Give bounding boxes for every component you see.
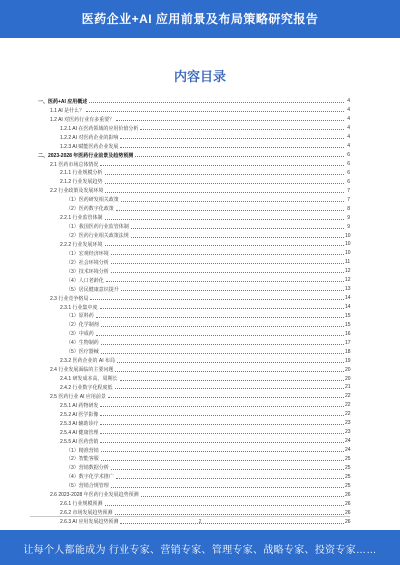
- page-number: 2: [198, 519, 202, 525]
- toc-entry[interactable]: [30, 276, 350, 285]
- toc-entry-label: 2.5.4 AI 健康管理: [60, 429, 99, 436]
- toc-entry[interactable]: [30, 437, 350, 446]
- toc-entry[interactable]: [30, 410, 350, 419]
- toc-entry-page: 25: [345, 455, 351, 462]
- toc-entry-page: 22: [345, 393, 351, 400]
- toc-entry-page: 6: [347, 152, 350, 159]
- toc-leader-dots: [111, 469, 344, 470]
- toc-entry-page: 9: [347, 223, 350, 230]
- toc-leader-dots: [117, 362, 344, 363]
- toc-entry[interactable]: [30, 124, 350, 133]
- toc-heading: 内容目录: [173, 69, 226, 84]
- toc-entry-label: 2.4 行业发展面临的主要问题: [50, 367, 114, 374]
- toc-entry-page: 11: [345, 259, 351, 266]
- toc-entry[interactable]: [30, 356, 350, 365]
- toc-entry-label: （5）居民健康意识提升: [66, 286, 119, 293]
- toc-entry-page: 9: [347, 214, 350, 221]
- toc-leader-dots: [90, 299, 344, 300]
- toc-entry-label: （3）中成药: [66, 331, 94, 338]
- toc-entry-page: 22: [345, 402, 351, 409]
- toc-entry-label: 1.2.2 AI 对医药企业的影响: [60, 134, 119, 141]
- toc-entry[interactable]: [30, 365, 350, 374]
- toc-entry-label: 2.5 医药行业 AI 应用前景: [50, 393, 106, 400]
- toc-entry-label: 1.2.1 AI 在医药领域的应用价值分析: [60, 125, 139, 132]
- toc-leader-dots: [120, 147, 344, 148]
- toc-entry[interactable]: [30, 320, 350, 329]
- report-title: 医药企业+AI 应用前景及布局策略研究报告: [81, 12, 319, 26]
- toc-entry[interactable]: [30, 115, 350, 124]
- toc-entry[interactable]: [30, 258, 350, 267]
- toc-leader-dots: [115, 371, 344, 372]
- toc-leader-dots: [96, 317, 344, 318]
- toc-leader-dots: [131, 237, 344, 238]
- toc-entry-label: 2.1.2 行业发展趋势: [60, 179, 103, 186]
- toc-entry-page: 14: [345, 304, 351, 311]
- toc-entry-label: 二、2023-2028 年医药行业前景及趋势预测: [38, 152, 134, 159]
- toc-entry-page: 4: [347, 143, 350, 150]
- toc-entry-page: 7: [347, 187, 350, 194]
- toc-entry-label: （5）营销合规管理: [66, 483, 109, 490]
- toc-leader-dots: [106, 281, 344, 282]
- toc-entry-page: 13: [345, 286, 351, 293]
- toc-leader-dots: [96, 335, 344, 336]
- toc-entry[interactable]: [30, 186, 350, 195]
- toc-entry-label: （1）我国医药行业监管体制: [66, 224, 129, 231]
- toc-entry-page: 24: [345, 447, 351, 454]
- toc-entry-label: （4）人口老龄化: [66, 277, 104, 284]
- toc-entry[interactable]: [30, 231, 350, 240]
- toc-leader-dots: [101, 344, 344, 345]
- toc-entry-page: 25: [345, 473, 351, 480]
- toc-leader-dots: [100, 406, 344, 407]
- toc-entry-page: 25: [345, 464, 351, 471]
- toc-entry[interactable]: [30, 499, 350, 508]
- toc-leader-dots: [105, 245, 344, 246]
- toc-entry-label: （1）医药研发相关政策: [66, 197, 119, 204]
- toc-leader-dots: [141, 496, 344, 497]
- toc-leader-dots: [120, 138, 344, 139]
- toc-entry[interactable]: [30, 294, 350, 303]
- toc-entry-label: （2）化学制剂: [66, 322, 99, 329]
- toc-entry[interactable]: [30, 329, 350, 338]
- toc-leader-dots: [111, 263, 344, 264]
- toc-entry[interactable]: [30, 303, 350, 312]
- toc-entry-page: 7: [347, 196, 350, 203]
- toc-entry-page: 15: [345, 321, 351, 328]
- toc-entry-label: （1）原料药: [66, 313, 94, 320]
- toc-entry-label: 2.5.2 AI 医学影像: [60, 411, 99, 418]
- toc-entry-page: 19: [345, 357, 351, 364]
- toc-entry[interactable]: [30, 374, 350, 383]
- toc-entry-page: 26: [345, 518, 351, 525]
- toc-leader-dots: [105, 174, 344, 175]
- toc-entry-label: 2.3.1 行业集中度: [60, 304, 98, 311]
- toc-entry[interactable]: [30, 481, 350, 490]
- toc-leader-dots: [108, 397, 344, 398]
- toc-entry[interactable]: [30, 213, 350, 222]
- toc-entry[interactable]: [30, 490, 350, 499]
- toc-entry-page: 6: [347, 178, 350, 185]
- toc-entry-page: 26: [345, 509, 351, 516]
- toc-entry-label: （1）精准营销: [66, 447, 99, 454]
- toc-entry-page: 24: [345, 438, 351, 445]
- toc-leader-dots: [111, 487, 344, 488]
- toc-entry[interactable]: [30, 169, 350, 178]
- toc-entry-page: 26: [345, 491, 351, 498]
- toc-entry[interactable]: [30, 446, 350, 455]
- toc-leader-dots: [115, 388, 344, 389]
- toc-entry-page: 15: [345, 312, 351, 319]
- toc-entry-label: 1.2 AI 对医药行业有多重要？: [50, 116, 115, 123]
- toc-entry[interactable]: [30, 151, 350, 160]
- toc-leader-dots: [116, 120, 344, 121]
- toc-entry-page: 22: [345, 411, 351, 418]
- toc-entry-page: 20: [345, 375, 351, 382]
- toc-entry-page: 18: [345, 348, 351, 355]
- toc-entry[interactable]: [30, 177, 350, 186]
- toc-entry-label: （2）医药数字化政策: [66, 206, 114, 213]
- toc-entry-label: 2.5.5 AI 医药营销: [60, 438, 99, 445]
- toc-leader-dots: [115, 514, 344, 515]
- toc-entry-page: 21: [345, 384, 351, 391]
- toc-leader-dots: [100, 424, 344, 425]
- toc-entry-page: 4: [347, 107, 350, 114]
- toc-entry-page: 12: [345, 277, 351, 284]
- toc-leader-dots: [116, 478, 344, 479]
- toc-entry-label: 2.6.3 AI 应用发展趋势预测: [60, 519, 119, 526]
- toc-entry-label: （4）生物制药: [66, 340, 99, 347]
- footer-divider: [30, 516, 350, 517]
- toc-entry[interactable]: [30, 222, 350, 231]
- toc-entry-label: （3）营销数据分析: [66, 465, 109, 472]
- toc-entry-label: 2.6.2 市场发展趋势预测: [60, 510, 113, 517]
- toc-entry-page: 10: [345, 250, 351, 257]
- toc-entry-label: （5）医疗器械: [66, 349, 99, 356]
- toc-entry-label: （1）宏观经济环境: [66, 250, 109, 257]
- header-bar: [0, 0, 400, 38]
- toc-entry-label: 2.2 行业政策及发展环境: [50, 188, 104, 195]
- toc-entry-label: （4）数字化学术推广: [66, 474, 114, 481]
- toc-leader-dots: [100, 165, 344, 166]
- toc-leader-dots: [105, 192, 344, 193]
- toc-entry[interactable]: [30, 338, 350, 347]
- toc-entry-page: 23: [345, 420, 351, 427]
- toc-entry[interactable]: [30, 204, 350, 213]
- toc-leader-dots: [86, 111, 344, 112]
- toc-leader-dots: [131, 228, 344, 229]
- toc-leader-dots: [120, 380, 344, 381]
- toc-leader-dots: [121, 290, 344, 291]
- toc-entry-page: 4: [347, 134, 350, 141]
- toc-entry-page: 16: [345, 330, 351, 337]
- toc-entry[interactable]: [30, 428, 350, 437]
- toc-leader-dots: [101, 326, 344, 327]
- toc-entry-label: 2.3.2 医药企业的 AI 布局: [60, 358, 116, 365]
- toc-leader-dots: [105, 183, 344, 184]
- toc-leader-dots: [121, 201, 344, 202]
- footer-slogan: 让每个人都能成为 行业专家、营销专家、管理专家、战略专家、投资专家……: [23, 545, 377, 556]
- toc-entry[interactable]: [30, 455, 350, 464]
- footer-bar: [0, 530, 400, 565]
- toc-leader-dots: [101, 451, 344, 452]
- toc-entry[interactable]: [30, 472, 350, 481]
- toc-entry-page: 8: [347, 205, 350, 212]
- toc-entry-label: 1.2.3 AI 赋能医药企业发展: [60, 143, 119, 150]
- toc-entry-page: 23: [345, 429, 351, 436]
- toc-entry-label: 2.5.1 AI 药物研发: [60, 402, 99, 409]
- table-of-contents: [30, 97, 350, 526]
- toc-entry-page: 17: [345, 339, 351, 346]
- toc-entry-label: 2.4.2 行业数字化程度低: [60, 384, 113, 391]
- toc-entry[interactable]: [30, 142, 350, 151]
- toc-entry-page: 6: [347, 161, 350, 168]
- toc-leader-dots: [111, 254, 344, 255]
- toc-entry-label: 2.4.1 研发成本高、周期长: [60, 376, 118, 383]
- toc-entry-page: 4: [347, 98, 350, 105]
- toc-entry[interactable]: [30, 240, 350, 249]
- toc-entry-label: 2.3 行业竞争格局: [50, 295, 89, 302]
- toc-leader-dots: [100, 415, 344, 416]
- toc-entry-label: 1.1 AI 是什么？: [50, 107, 85, 114]
- toc-entry-label: 2.2.2 行业发展环境: [60, 241, 103, 248]
- toc-entry-label: 2.1 医药市场总体情况: [50, 161, 99, 168]
- toc-entry-page: 14: [345, 295, 351, 302]
- toc-entry[interactable]: [30, 195, 350, 204]
- toc-leader-dots: [100, 433, 344, 434]
- toc-entry[interactable]: [30, 133, 350, 142]
- toc-entry[interactable]: [30, 160, 350, 169]
- toc-entry-page: 12: [345, 268, 351, 275]
- toc-leader-dots: [105, 505, 344, 506]
- toc-entry[interactable]: [30, 249, 350, 258]
- toc-entry[interactable]: [30, 383, 350, 392]
- toc-entry[interactable]: [30, 97, 350, 106]
- toc-leader-dots: [89, 102, 344, 103]
- toc-entry-label: （2）医药行业相关政策法规: [66, 233, 129, 240]
- toc-entry[interactable]: [30, 106, 350, 115]
- toc-entry-label: 2.6.1 行业规模预测: [60, 501, 103, 508]
- toc-entry-page: 10: [345, 241, 351, 248]
- toc-entry[interactable]: [30, 285, 350, 294]
- toc-entry-label: 2.5.3 AI 辅助诊疗: [60, 420, 99, 427]
- toc-entry-label: （2）社会环境分析: [66, 259, 109, 266]
- toc-entry-page: 4: [347, 125, 350, 132]
- toc-entry-page: 26: [345, 500, 351, 507]
- toc-leader-dots: [105, 219, 344, 220]
- toc-leader-dots: [135, 156, 344, 157]
- toc-leader-dots: [116, 210, 344, 211]
- toc-entry[interactable]: [30, 401, 350, 410]
- toc-entry-label: 2.1.1 行业规模分析: [60, 170, 103, 177]
- toc-entry-page: 10: [345, 232, 351, 239]
- toc-entry[interactable]: [30, 463, 350, 472]
- toc-entry-label: （2）智能客服: [66, 456, 99, 463]
- toc-entry[interactable]: [30, 347, 350, 356]
- toc-entry[interactable]: [30, 419, 350, 428]
- toc-entry[interactable]: [30, 392, 350, 401]
- toc-leader-dots: [100, 308, 344, 309]
- toc-leader-dots: [140, 129, 344, 130]
- toc-entry-page: 4: [347, 116, 350, 123]
- toc-entry-label: 2.2.1 行业监管体制: [60, 215, 103, 222]
- toc-leader-dots: [101, 353, 344, 354]
- toc-leader-dots: [111, 272, 344, 273]
- toc-entry-label: 一、医药+AI 应用概述: [38, 98, 88, 105]
- toc-leader-dots: [101, 460, 344, 461]
- toc-entry[interactable]: [30, 312, 350, 321]
- toc-leader-dots: [100, 442, 344, 443]
- toc-entry-page: 6: [347, 169, 350, 176]
- toc-entry-label: （3）技术环境分析: [66, 268, 109, 275]
- toc-entry[interactable]: [30, 267, 350, 276]
- toc-entry-label: 2.6 2023-2028 年医药行业发展趋势预测: [50, 492, 139, 499]
- toc-entry-page: 20: [345, 366, 351, 373]
- toc-entry-page: 25: [345, 482, 351, 489]
